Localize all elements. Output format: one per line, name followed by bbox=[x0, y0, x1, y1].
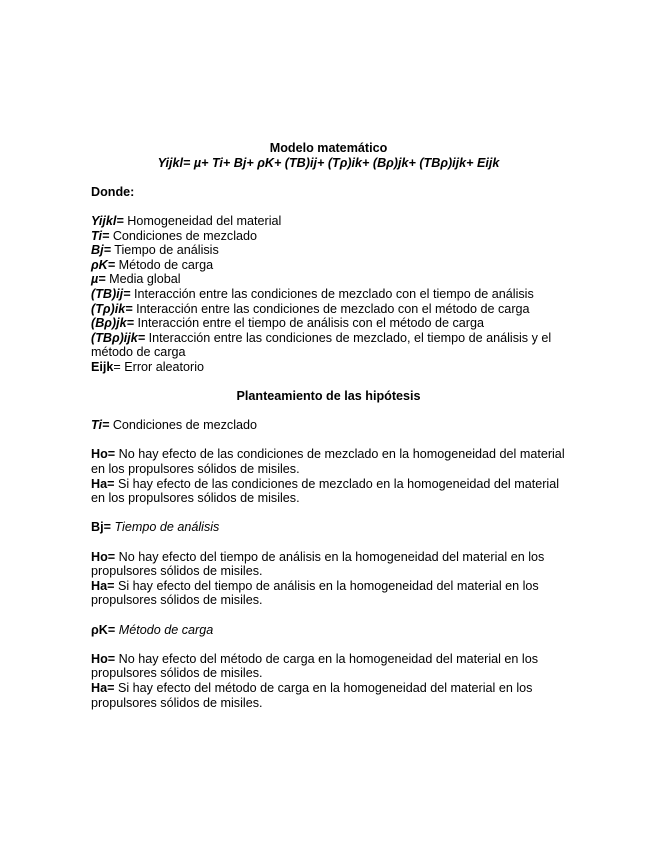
definition-item: (Bρ)jk= Interacción entre el tiempo de análisis con el método de carga bbox=[91, 316, 484, 331]
factor-section-ti bbox=[91, 418, 566, 506]
factor-section-bj bbox=[91, 520, 566, 608]
factor-heading: Ti= Condiciones de mezclado bbox=[91, 418, 258, 433]
document-page bbox=[91, 141, 566, 710]
factor-section-pk bbox=[91, 623, 566, 711]
donde-label: Donde: bbox=[91, 184, 135, 199]
definition-item: Bj= Tiempo de análisis bbox=[91, 243, 219, 258]
definition-item: (TBρ)ijk= Interacción entre las condiciones de mezclado, el tiempo de análisis y el método de carga bbox=[91, 330, 552, 360]
alt-hypothesis: Ha= Si hay efecto de las condiciones de mezclado en la homogeneidad del material en los propulsores sólidos de misiles. bbox=[91, 476, 560, 506]
null-hypothesis: Ho= No hay efecto del tiempo de análisis en la homogeneidad del material en los propulsores sólidos de misiles. bbox=[91, 549, 545, 579]
factor-heading: Bj= Tiempo de análisis bbox=[91, 520, 220, 535]
null-hypothesis: Ho= No hay efecto del método de carga en la homogeneidad del material en los propulsores sólidos de misiles. bbox=[91, 651, 539, 681]
definition-item: Yijkl= Homogeneidad del material bbox=[91, 213, 282, 228]
alt-hypothesis: Ha= Si hay efecto del tiempo de análisis en la homogeneidad del material en los propulsores sólidos de misiles. bbox=[91, 578, 539, 608]
definitions-list bbox=[91, 214, 566, 375]
null-hypothesis: Ho= No hay efecto de las condiciones de mezclado en la homogeneidad del material en los propulsores sólidos de misiles. bbox=[91, 447, 565, 477]
definition-item: (TB)ij= Interacción entre las condiciones de mezclado con el tiempo de análisis bbox=[91, 286, 534, 301]
factor-heading: ρK= Método de carga bbox=[91, 622, 214, 637]
hypotheses-title: Planteamiento de las hipótesis bbox=[236, 389, 421, 404]
definition-item: (Tρ)ik= Interacción entre las condiciones de mezclado con el método de carga bbox=[91, 301, 530, 316]
model-formula: Yijkl= µ+ Ti+ Bj+ ρK+ (TB)ij+ (Tρ)ik+ (Bρ)jk+ (TBρ)ijk+ Eijk bbox=[157, 155, 500, 170]
definition-item: ρK= Método de carga bbox=[91, 257, 214, 272]
definition-item: µ= Media global bbox=[91, 272, 181, 287]
alt-hypothesis: Ha= Si hay efecto del método de carga en la homogeneidad del material en los propulsores sólidos de misiles. bbox=[91, 680, 533, 710]
definition-item: Eijk= Error aleatorio bbox=[91, 359, 205, 374]
definition-item: Ti= Condiciones de mezclado bbox=[91, 228, 258, 243]
document-title: Modelo matemático bbox=[269, 141, 388, 155]
